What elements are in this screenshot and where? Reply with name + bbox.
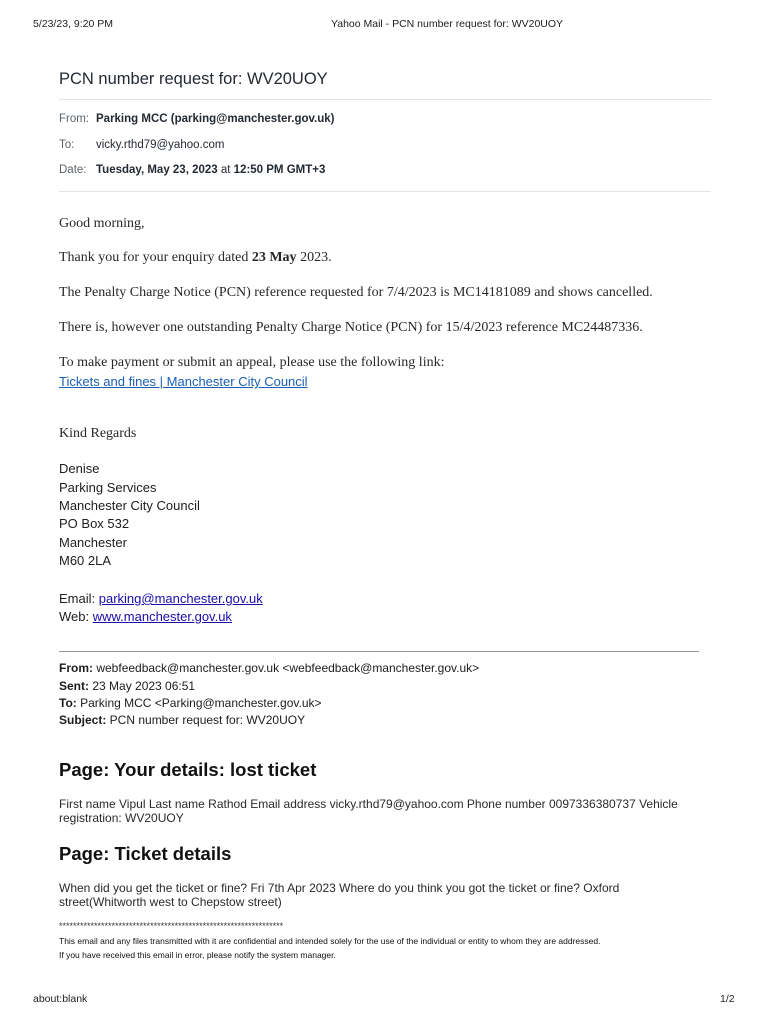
- stars-divider: ****************************************************************: [59, 921, 284, 931]
- from-label: From:: [59, 113, 90, 125]
- disclaimer-line-2: If you have received this email in error, please notify the system manager.: [59, 950, 336, 960]
- date-label: Date:: [59, 164, 87, 176]
- print-page-number: 1/2: [720, 993, 735, 1005]
- greeting: Good morning,: [59, 216, 145, 231]
- signature-postcode: M60 2LA: [59, 553, 112, 568]
- signature-email-link[interactable]: parking@manchester.gov.uk: [98, 591, 263, 606]
- print-page-title: Yahoo Mail - PCN number request for: WV20UOY: [331, 18, 564, 30]
- from-value[interactable]: Parking MCC (parking@manchester.gov.uk): [96, 113, 335, 125]
- forward-divider: [59, 651, 699, 652]
- signature-pobox: PO Box 532: [59, 516, 130, 531]
- section-ticket-details-title: Page: Ticket details: [59, 843, 232, 864]
- section-your-details-text: First name Vipul Last name Rathod Email address vicky.rthd79@yahoo.com Phone number 0097336380737 Vehicle registration: WV20UOY: [59, 797, 678, 825]
- section-your-details-title: Page: Your details: lost ticket: [59, 759, 317, 780]
- fwd-from: From: webfeedback@manchester.gov.uk <webfeedback@manchester.gov.uk>: [59, 661, 480, 675]
- signature-web-link[interactable]: www.manchester.gov.uk: [92, 609, 232, 624]
- section-ticket-details-text: When did you get the ticket or fine? Fri 7th Apr 2023 Where do you think you got the ticket or fine? Oxford street(Whitworth west to Chepstow street): [59, 881, 620, 909]
- fwd-to: To: Parking MCC <Parking@manchester.gov.uk>: [59, 696, 322, 710]
- fwd-sent: Sent: 23 May 2023 06:51: [59, 679, 196, 693]
- signature-email-row: Email: parking@manchester.gov.uk: [59, 591, 263, 606]
- to-label: To:: [59, 139, 75, 151]
- email-subject: PCN number request for: WV20UOY: [59, 70, 328, 88]
- signature-dept: Parking Services: [59, 480, 157, 495]
- fwd-subject: Subject: PCN number request for: WV20UOY: [59, 713, 306, 727]
- date-value: Tuesday, May 23, 2023 at 12:50 PM GMT+3: [96, 164, 326, 176]
- divider: [59, 99, 711, 100]
- tickets-and-fines-link[interactable]: Tickets and fines | Manchester City Council: [59, 374, 308, 389]
- outstanding-line: There is, however one outstanding Penalty Charge Notice (PCN) for 15/4/2023 reference MC24487336.: [59, 320, 643, 335]
- signature-name: Denise: [59, 461, 100, 476]
- disclaimer-line-1: This email and any files transmitted with it are confidential and intended solely for the use of the individual or entity to whom they are addressed.: [59, 936, 601, 946]
- payment-line: To make payment or submit an appeal, please use the following link:: [59, 355, 445, 370]
- print-url: about:blank: [33, 993, 88, 1005]
- thanks-line: Thank you for your enquiry dated 23 May 2023.: [59, 250, 332, 265]
- print-datetime: 5/23/23, 9:20 PM: [33, 18, 113, 30]
- pcn-line: The Penalty Charge Notice (PCN) reference requested for 7/4/2023 is MC14181089 and shows cancelled.: [59, 285, 653, 300]
- regards: Kind Regards: [59, 426, 137, 441]
- signature-org: Manchester City Council: [59, 498, 200, 513]
- to-value[interactable]: vicky.rthd79@yahoo.com: [96, 139, 225, 151]
- signature-web-row: Web: www.manchester.gov.uk: [59, 609, 232, 624]
- divider: [59, 191, 711, 192]
- signature-city: Manchester: [59, 535, 127, 550]
